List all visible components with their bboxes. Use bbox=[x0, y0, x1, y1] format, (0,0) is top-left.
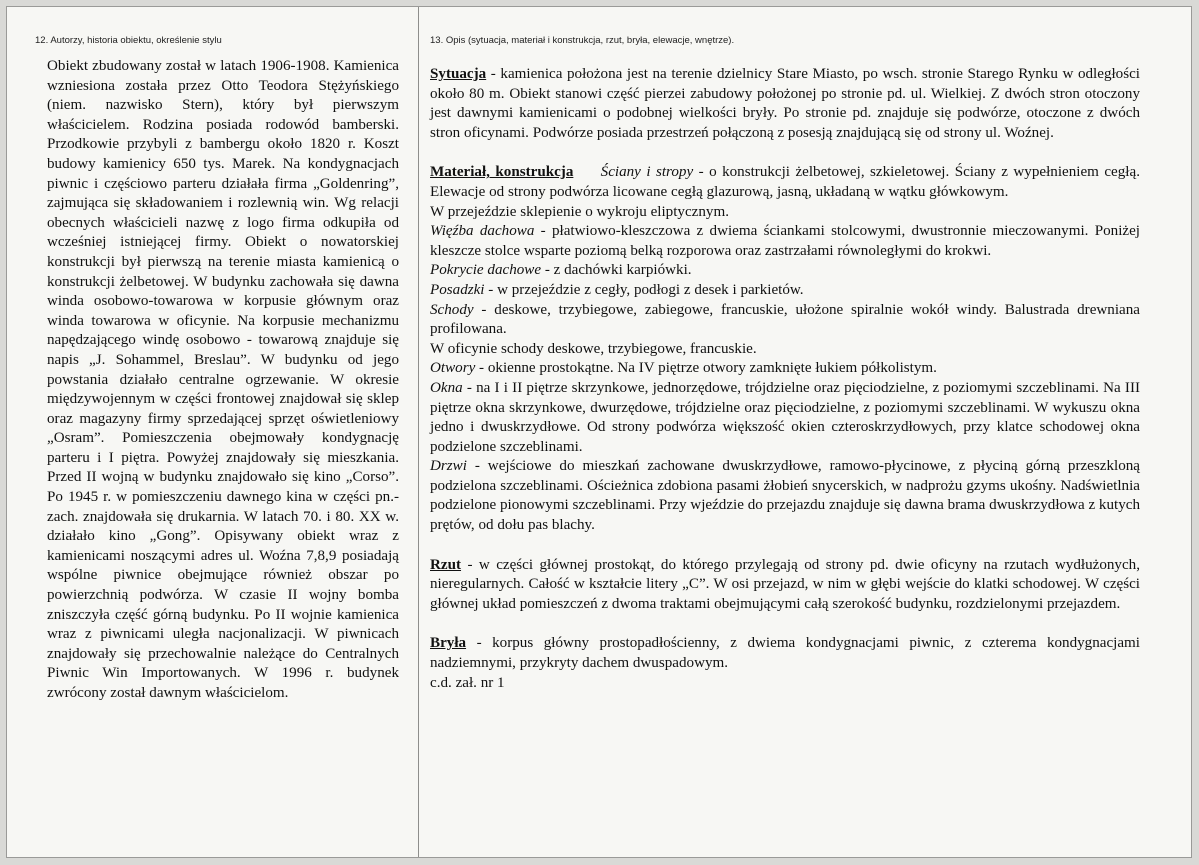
roof-truss-text: - płatwiowo-kleszczowa z dwiema ściankami stolcowymi, dwustronnie mieczowanymi. Poniżej kleszcze stolce wsparte poziomą belką rozporowa oraz zastrzałami równoległymi do krokwi. bbox=[430, 223, 1140, 259]
history-text: Obiekt zbudowany został w latach 1906-1908. Kamienica wzniesiona została przez Otto Teodora Stężyńskiego (niem. nazwisko Stern), który był pierwszym właścicielem. Rodzina posiada rodowód bamberski. Przodkowie przybyli z bambergu około 1820 r. Koszt budowy kamienicy 650 tys. Marek. Na kondygnacjach piwnic i częściowo parteru działała firma „Goldenring”, zajmująca się składowaniem i rozlewnią win. Wg relacji obecnych właścicieli nazwę z logo firma odkupiła od wcześniej istniejącej firmy. Obiekt o nowatorskiej konstrukcji był pierwszą na terenie miasta kamienicą o konstrukcji żelbetowej. W budynku zachowała się dawna winda osobowo-towarowa w korpusie głównym oraz winda towarowa w oficynie. Na korpusie mechanizmu napędzającego windę osobowo - towarową znajduje się napis „J. Sohammel, Breslau”. W budynku od jego powstania działało centralne ogrzewanie. W okresie międzywojennym w części frontowej znajdował się sklep oraz magazyny firmy sprzedającej sprzęt oświetleniowy „Osram”. Pomieszczenia obejmowały kondygnację parteru i I piętra. Powyżej znajdowały się mieszkania. Przed II wojną w budynku znajdowało się kino „Corso”. Po 1945 r. w pomieszczeniu dawnego kina w części pn.-zach. znajdowała się drukarnia. W latach 70. i 80. XX w. działało kino „Gong”. Opisywany obiekt wraz z kamienicami noszącymi adres ul. Woźna 7,8,9 posiadają wspólne piwnice obejmujące również obszar po powierzchnią podwórza. W czasie II wojny bomba zniszczyła część górną budynku. Po II wojnie kamienica wraz z piwnicami uległa nacjonalizacji. W piwnicach znajdowały się przechowalnie należące do Centralnych Piwnic Win Importowanych. W 1996 r. budynek zwrócony został dawnym właścicielom. bbox=[47, 58, 399, 701]
massing-text: - korpus główny prostopadłościenny, z dwiema kondygnacjami piwnic, z czterema kondygnacjami nadziemnymi, przykryty dachem dwuspadowym. bbox=[430, 635, 1140, 672]
document-sheet bbox=[6, 6, 1192, 858]
doors-text: - wejściowe do mieszkań zachowane dwuskrzydłowe, ramowo-płycinowe, z płyciną górną przeszkloną podzielona szczeblinami. Ościeżnica zdobiona pasami żłobień snycerskich, w nadprożu gzyms ukośny. Nadświetlnia podzielone pionowymi szczeblinami. Przy wjeździe do przejazdu znajduje się dawna brama dwuskrzydłowa z kutych prętów, od dołu pas blachy. bbox=[430, 458, 1140, 534]
floors-label: Posadzki bbox=[430, 281, 485, 298]
column-divider bbox=[418, 7, 419, 857]
roof-covering-label: Pokrycie dachowe bbox=[430, 262, 542, 279]
stairs-text: - deskowe, trzybiegowe, zabiegowe, francuskie, ułożone spiralnie wokół windy. Balustrada drewniana profilowana. bbox=[430, 301, 1140, 338]
stairs-label: Schody bbox=[430, 301, 474, 318]
walls-text: - o konstrukcji żelbetowej, szkieletowej. Ściany z wypełnieniem cegłą. Elewacje od strony podwórza licowane cegłą glazurową, jasną, układaną w wątku główkowym. bbox=[430, 164, 1140, 200]
situation-section bbox=[430, 65, 1140, 143]
stairs-item bbox=[430, 301, 1140, 340]
situation-heading: Sytuacja bbox=[430, 66, 487, 82]
openings-label: Otwory bbox=[430, 360, 476, 377]
roof-covering-text: - z dachówki karpiówki. bbox=[541, 262, 692, 279]
annex-stairs-text: W oficynie schody deskowe, trzybiegowe, francuskie. bbox=[430, 340, 757, 357]
description-column bbox=[430, 65, 1140, 693]
material-heading: Materiał, konstrukcja bbox=[430, 164, 574, 181]
roof-covering-item bbox=[430, 261, 1140, 281]
material-section bbox=[430, 163, 1140, 202]
plan-section bbox=[430, 556, 1140, 615]
walls-label: Ściany i stropy bbox=[600, 164, 694, 181]
roof-truss-label: Więźba dachowa bbox=[430, 223, 535, 240]
windows-label: Okna bbox=[430, 379, 463, 396]
openings-item bbox=[430, 359, 1140, 379]
windows-item bbox=[430, 379, 1140, 457]
left-column-header: 12. Autorzy, historia obiektu, określenie stylu bbox=[35, 35, 222, 46]
situation-text: - kamienica położona jest na terenie dzielnicy Stare Miasto, po wsch. stronie Starego Rynku w odległości około 80 m. Obiekt stanowi część pierzei zabudowy położonej po stronie pd. ul. Wielkiej. Z dwóch stron otoczony jest dawnymi kamienicami o podobnej wielkości bryły. Po stronie pd. znajduje się podwórze, otoczone z dwóch stron oficynami. Podwórze posiada przestrzeń połączoną z posesją znajdującą się od strony ul. Woźnej. bbox=[430, 66, 1140, 141]
windows-text: - na I i II piętrze skrzynkowe, jednorzędowe, trójdzielne oraz pięciodzielne, z poziomymi szczeblinami. Na III piętrze okna skrzynkowe, dwurzędowe, trójdzielne oraz pięciodzielne, z poziomymi szczeblinami. W wykuszu okna jedno i dwuskrzydłowe. Od strony podwórza większość okien czteroskrzydłowych, przy klatce schodowej okna podzielone szczeblinami. bbox=[430, 379, 1140, 455]
doors-item bbox=[430, 457, 1140, 535]
floors-item bbox=[430, 281, 1140, 301]
passage-vault-text: W przejeździe sklepienie o wykroju eliptycznym. bbox=[430, 203, 729, 220]
plan-heading: Rzut bbox=[430, 556, 462, 573]
massing-heading: Bryła bbox=[430, 635, 467, 652]
doors-label: Drzwi bbox=[430, 458, 467, 475]
continuation-note: c.d. zał. nr 1 bbox=[430, 674, 505, 691]
openings-text: - okienne prostokątne. Na IV piętrze otwory zamknięte łukiem półkolistym. bbox=[475, 360, 937, 377]
right-column-header: 13. Opis (sytuacja, materiał i konstrukcja, rzut, bryła, elewacje, wnętrze). bbox=[430, 35, 735, 46]
floors-text: - w przejeździe z cegły, podłogi z desek i parkietów. bbox=[484, 281, 804, 298]
history-column bbox=[47, 57, 399, 704]
massing-section bbox=[430, 634, 1140, 673]
plan-text: - w części głównej prostokąt, do którego przylegają od strony pd. dwie oficyny na rzutach wydłużonych, nieregularnych. Całość w kształcie litery „C”. W osi przejazd, w nim w głębi wejście do klatki schodowej. W części głównej układ pomieszczeń z dwoma traktami obejmującymi całą szerokość budynku, rozdzielonymi przejazdem. bbox=[430, 556, 1140, 612]
roof-truss-item bbox=[430, 222, 1140, 261]
